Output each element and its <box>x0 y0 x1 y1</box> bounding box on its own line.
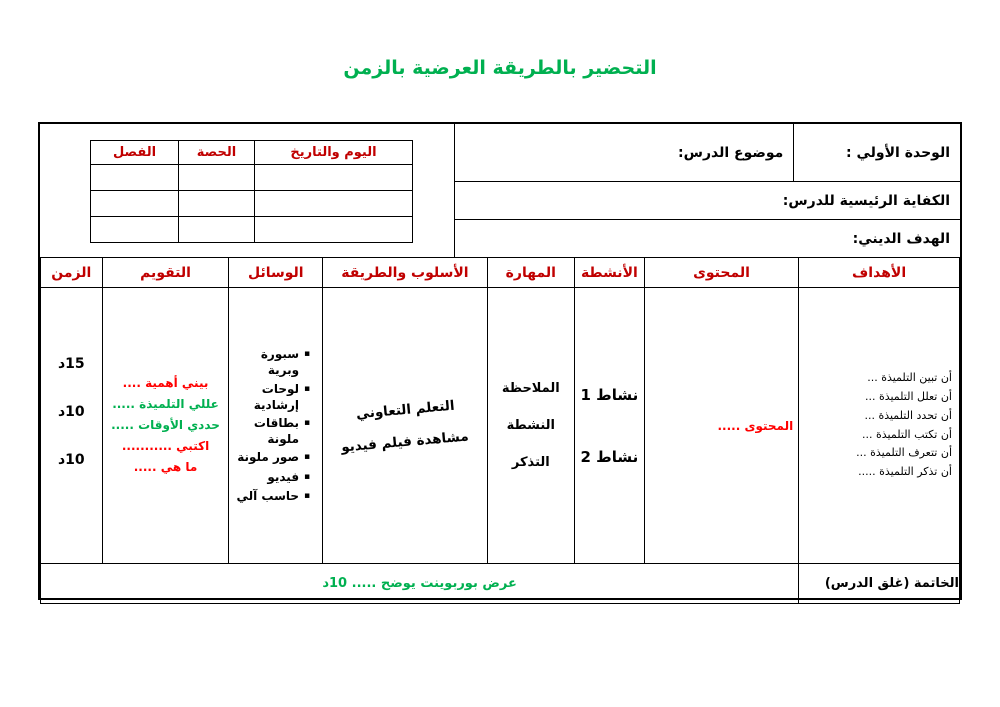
time-item: 10د <box>57 404 85 420</box>
method-item: التعلم التعاوني <box>355 397 455 422</box>
evaluation-item: ما هي ..... <box>133 460 198 475</box>
schedule-col-day-date: اليوم والتاريخ <box>255 141 413 165</box>
objectives-cell <box>799 288 960 564</box>
tools-list <box>233 344 310 506</box>
tool-item <box>233 415 310 447</box>
schedule-row <box>91 191 413 217</box>
objective-item: أن تكتب التلميذة ... <box>862 427 952 441</box>
tool-item <box>233 381 310 413</box>
evaluation-item: حددي الأوقات ..... <box>111 417 220 432</box>
lesson-topic-label: موضوع الدرس: <box>678 144 784 161</box>
tool-label: حاسب آلي <box>236 488 300 503</box>
method-cell <box>323 288 488 564</box>
schedule-cell <box>255 165 413 191</box>
col-objectives: الأهداف <box>799 258 960 288</box>
skill-item: الملاحظة <box>501 381 560 396</box>
bullet-icon: ▪ <box>304 349 311 360</box>
objective-item: أن تذكر التلميذة ..... <box>858 465 952 479</box>
tool-label: فيديو <box>267 469 300 484</box>
time-cell <box>41 288 103 564</box>
schedule-cell <box>179 165 255 191</box>
tool-label: صور ملونة <box>237 450 300 465</box>
col-content: المحتوى <box>644 258 798 288</box>
evaluation-item: عللي التلميذة ..... <box>112 396 219 411</box>
planning-grid <box>40 257 960 604</box>
col-skill: المهارة <box>487 258 574 288</box>
grid-header-row <box>41 258 960 288</box>
bullet-icon: ▪ <box>304 418 311 429</box>
col-evaluation: التقويم <box>102 258 229 288</box>
schedule-cell <box>91 165 179 191</box>
content-note: المحتوى ..... <box>717 418 794 433</box>
schedule-cell <box>179 217 255 243</box>
schedule-table <box>90 140 413 243</box>
schedule-row <box>91 165 413 191</box>
schedule-cell <box>91 217 179 243</box>
unit-label: الوحدة الأولي : <box>793 124 960 181</box>
bullet-icon: ▪ <box>304 383 311 394</box>
schedule-cell <box>179 191 255 217</box>
objective-item: أن تحدد التلميذة ... <box>864 408 952 422</box>
evaluation-item: اكتبي ........... <box>121 439 210 454</box>
closing-label: الخاتمة (غلق الدرس) <box>799 564 960 604</box>
bullet-icon: ▪ <box>304 471 311 482</box>
method-item: مشاهدة فيلم فيديو <box>340 427 470 456</box>
schedule-area <box>40 124 454 257</box>
tool-item <box>233 469 310 486</box>
schedule-col-period: الحصة <box>179 141 255 165</box>
bullet-icon: ▪ <box>304 490 311 501</box>
tool-item <box>233 346 310 378</box>
tool-item <box>233 449 310 466</box>
objective-item: أن تبين التلميذة ... <box>867 370 952 384</box>
activity-item: نشاط 1 <box>580 385 639 404</box>
schedule-cell <box>255 217 413 243</box>
objective-item: أن تتعرف التلميذة ... <box>856 446 952 460</box>
skills-cell <box>487 288 574 564</box>
page-title: التحضير بالطريقة العرضية بالزمن <box>343 57 657 79</box>
time-item: 15د <box>57 356 85 372</box>
activities-cell <box>574 288 644 564</box>
evaluation-item: بيني أهمية .... <box>122 375 209 390</box>
schedule-row <box>91 217 413 243</box>
col-method: الأسلوب والطريقة <box>323 258 488 288</box>
presentation-note: عرض بوربوينت يوضح ..... 10د <box>41 564 799 604</box>
top-section <box>40 124 960 257</box>
activity-item: نشاط 2 <box>580 447 639 466</box>
lesson-info <box>454 124 960 257</box>
tools-cell <box>229 288 323 564</box>
time-item: 10د <box>57 452 85 468</box>
col-activities: الأنشطة <box>574 258 644 288</box>
lesson-info-row-1 <box>455 124 960 182</box>
col-tools: الوسائل <box>229 258 323 288</box>
schedule-cell <box>255 191 413 217</box>
grid-body-row <box>41 288 960 564</box>
content-cell <box>644 288 798 564</box>
skill-item: النشطة <box>506 418 556 433</box>
competency-label: الكفاية الرئيسية للدرس: <box>455 182 960 220</box>
schedule-col-class: الفصل <box>91 141 179 165</box>
religious-goal-label: الهدف الديني: <box>852 230 950 247</box>
tool-label: بطاقات ملونة <box>253 416 300 447</box>
evaluation-cell <box>102 288 229 564</box>
col-time: الزمن <box>41 258 103 288</box>
objective-item: أن تعلل التلميذة ... <box>864 389 952 403</box>
tool-label: لوحات إرشادية <box>253 381 300 412</box>
lesson-plan-table <box>38 122 962 600</box>
schedule-cell <box>91 191 179 217</box>
skill-item: التذكر <box>511 455 550 470</box>
tool-item <box>233 488 310 505</box>
bullet-icon: ▪ <box>304 452 311 463</box>
tool-label: سبورة وبرية <box>260 347 300 378</box>
grid-footer-row <box>41 564 960 604</box>
